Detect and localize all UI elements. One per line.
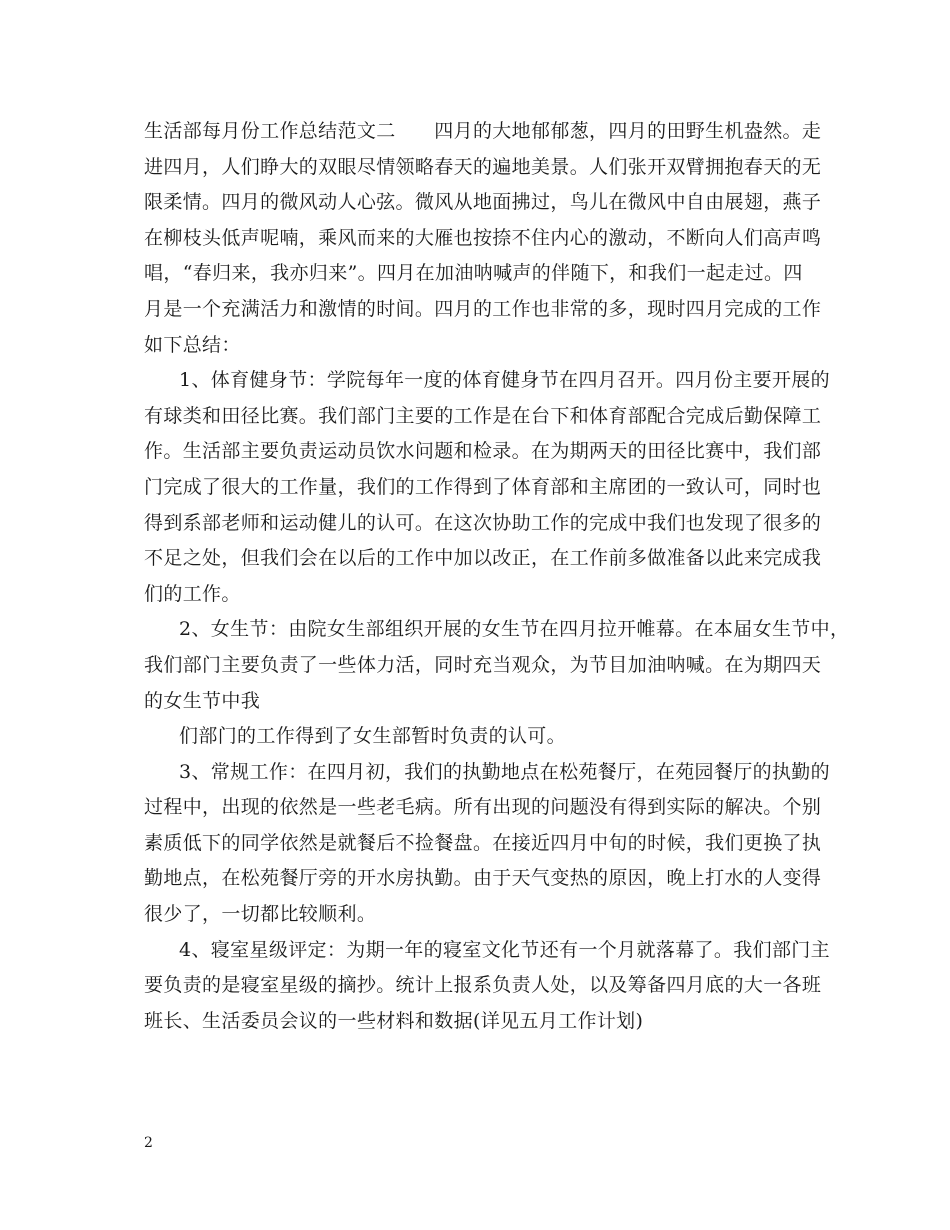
text-line: 如下总结： (144, 333, 241, 356)
text-line: 要负责的是寝室星级的摘抄。统计上报系负责人处，以及筹备四月底的大一各班 (144, 974, 822, 997)
text-line: 唱，“春归来，我亦归来”。四月在加油呐喊声的伴随下，和我们一起走过。四 (144, 262, 803, 285)
text-line: 限柔情。四月的微风动人心弦。微风从地面拂过，鸟儿在微风中自由展翅，燕子 (144, 191, 822, 214)
text-line: 勤地点，在松苑餐厅旁的开水房执勤。由于天气变热的原因，晚上打水的人变得 (144, 867, 822, 890)
page-number: 2 (144, 1135, 153, 1151)
text-line: 月是一个充满活力和激情的时间。四月的工作也非常的多，现时四月完成的工作 (144, 297, 822, 320)
text-line: 过程中，出现的依然是一些老毛病。所有出现的问题没有得到实际的解决。个别 (144, 796, 822, 819)
text-line: 门完成了很大的工作量，我们的工作得到了体育部和主席团的一致认可，同时也 (144, 475, 822, 498)
text-line: 们的工作。 (144, 582, 241, 605)
text-line: 2、女生节：由院女生部组织开展的女生节在四月拉开帷幕。在本届女生节中， (179, 618, 850, 641)
text-line: 班长、生活委员会议的一些材料和数据(详见五月工作计划) (144, 1009, 644, 1032)
text-line: 生活部每月份工作总结范文二 四月的大地郁郁葱，四月的田野生机盎然。走 (144, 120, 822, 142)
text-line: 的女生节中我 (144, 689, 261, 712)
text-line: 素质低下的同学依然是就餐后不捡餐盘。在接近四月中旬的时候，我们更换了执 (144, 831, 822, 854)
text-line: 3、常规工作：在四月初，我们的执勤地点在松苑餐厅，在苑园餐厅的执勤的 (179, 760, 830, 783)
text-line: 作。生活部主要负责运动员饮水问题和检录。在为期两天的田径比赛中，我们部 (144, 440, 822, 463)
text-line: 得到系部老师和运动健儿的认可。在这次协助工作的完成中我们也发现了很多的 (144, 511, 822, 534)
text-line: 4、寝室星级评定：为期一年的寝室文化节还有一个月就落幕了。我们部门主 (179, 938, 830, 961)
text-line: 我们部门主要负责了一些体力活，同时充当观众，为节目加油呐喊。在为期四天 (144, 653, 822, 676)
text-line: 1、体育健身节：学院每年一度的体育健身节在四月召开。四月份主要开展的 (179, 369, 830, 392)
document-body (144, 114, 850, 1039)
text-line: 进四月，人们睁大的双眼尽情领略春天的遍地美景。人们张开双臂拥抱春天的无 (144, 155, 822, 178)
text-line: 很少了，一切都比较顺利。 (144, 903, 377, 926)
text-line: 不足之处，但我们会在以后的工作中加以改正，在工作前多做准备以此来完成我 (144, 547, 822, 570)
text-line: 在柳枝头低声呢喃，乘风而来的大雁也按捺不住内心的激动，不断向人们高声鸣 (144, 226, 822, 249)
text-line: 们部门的工作得到了女生部暂时负责的认可。 (179, 725, 567, 748)
text-line: 有球类和田径比赛。我们部门主要的工作是在台下和体育部配合完成后勤保障工 (144, 404, 822, 427)
